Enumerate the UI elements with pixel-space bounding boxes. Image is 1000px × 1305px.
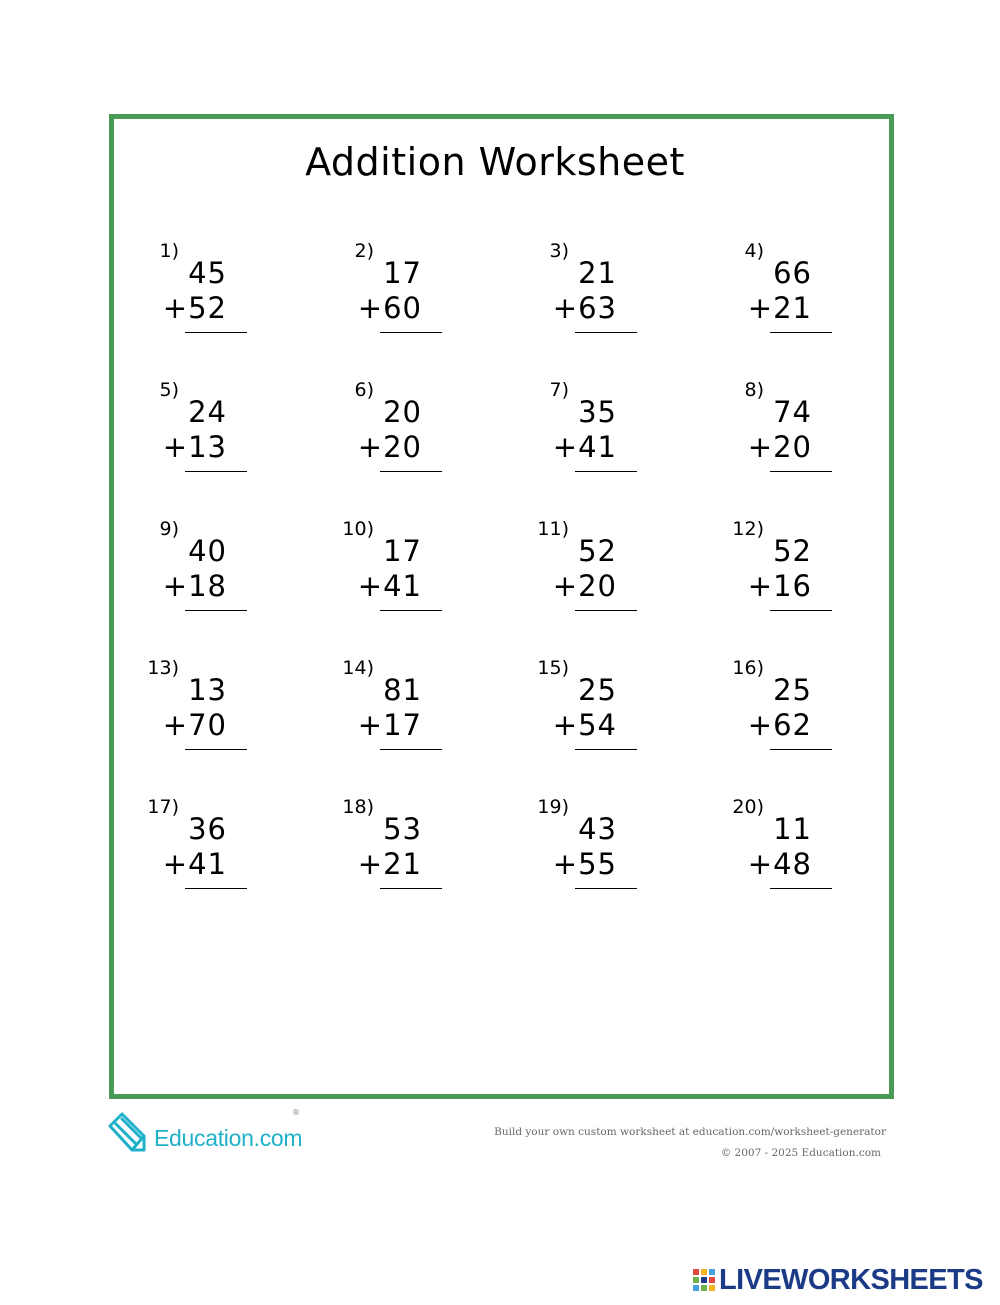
problem-3	[527, 240, 637, 350]
problem-4	[722, 240, 832, 350]
bottom-addend: +63	[552, 291, 617, 325]
bottom-addend: +54	[552, 708, 617, 742]
bottom-addend: +17	[357, 708, 422, 742]
answer-line[interactable]	[575, 610, 637, 611]
top-addend: 52	[578, 534, 617, 568]
answer-line[interactable]	[185, 332, 247, 333]
bottom-addend: +13	[162, 430, 227, 464]
answer-line[interactable]	[770, 888, 832, 889]
bottom-addend: +16	[747, 569, 812, 603]
top-addend: 35	[578, 395, 617, 429]
pencil-ribbon-icon	[106, 1108, 152, 1154]
top-addend: 45	[188, 256, 227, 290]
top-addend: 17	[383, 256, 422, 290]
top-addend: 74	[773, 395, 812, 429]
bottom-addend: +52	[162, 291, 227, 325]
answer-line[interactable]	[185, 749, 247, 750]
answer-line[interactable]	[575, 749, 637, 750]
problem-8	[722, 379, 832, 489]
answer-line[interactable]	[380, 888, 442, 889]
top-addend: 13	[188, 673, 227, 707]
top-addend: 17	[383, 534, 422, 568]
problem-number: 8)	[744, 379, 764, 401]
answer-line[interactable]	[770, 471, 832, 472]
top-addend: 20	[383, 395, 422, 429]
education-logo[interactable]	[106, 1108, 316, 1158]
answer-line[interactable]	[770, 332, 832, 333]
liveworksheets-logo-icon	[692, 1268, 716, 1292]
bottom-addend: +41	[552, 430, 617, 464]
problem-number: 5)	[159, 379, 179, 401]
bottom-addend: +48	[747, 847, 812, 881]
bottom-addend: +20	[552, 569, 617, 603]
top-addend: 11	[773, 812, 812, 846]
copyright-text: © 2007 - 2025 Education.com	[720, 1147, 881, 1159]
bottom-addend: +41	[357, 569, 422, 603]
problem-5	[137, 379, 247, 489]
top-addend: 43	[578, 812, 617, 846]
answer-line[interactable]	[770, 749, 832, 750]
top-addend: 36	[188, 812, 227, 846]
top-addend: 52	[773, 534, 812, 568]
registered-mark: ®	[292, 1108, 300, 1117]
problem-number: 3)	[549, 240, 569, 262]
answer-line[interactable]	[770, 610, 832, 611]
problem-1	[137, 240, 247, 350]
problem-11	[527, 518, 637, 628]
problem-number: 15)	[537, 657, 569, 679]
answer-line[interactable]	[575, 332, 637, 333]
liveworksheets-wordmark: LIVEWORKSHEETS	[719, 1264, 983, 1296]
problem-number: 14)	[342, 657, 374, 679]
problem-number: 18)	[342, 796, 374, 818]
problem-number: 16)	[732, 657, 764, 679]
top-addend: 40	[188, 534, 227, 568]
top-addend: 25	[773, 673, 812, 707]
problem-10	[332, 518, 442, 628]
answer-line[interactable]	[185, 471, 247, 472]
problem-number: 17)	[147, 796, 179, 818]
education-logo-text: Education.com	[154, 1125, 303, 1151]
problem-13	[137, 657, 247, 767]
problem-9	[137, 518, 247, 628]
bottom-addend: +21	[747, 291, 812, 325]
build-worksheet-text: Build your own custom worksheet at education.com/worksheet-generator	[494, 1126, 886, 1138]
top-addend: 66	[773, 256, 812, 290]
answer-line[interactable]	[380, 749, 442, 750]
bottom-addend: +21	[357, 847, 422, 881]
problem-18	[332, 796, 442, 906]
answer-line[interactable]	[380, 332, 442, 333]
liveworksheets-brand[interactable]	[692, 1264, 992, 1296]
bottom-addend: +20	[747, 430, 812, 464]
problem-number: 4)	[744, 240, 764, 262]
bottom-addend: +41	[162, 847, 227, 881]
problem-12	[722, 518, 832, 628]
problem-6	[332, 379, 442, 489]
problem-number: 19)	[537, 796, 569, 818]
problem-number: 10)	[342, 518, 374, 540]
top-addend: 53	[383, 812, 422, 846]
answer-line[interactable]	[380, 471, 442, 472]
problem-number: 7)	[549, 379, 569, 401]
bottom-addend: +18	[162, 569, 227, 603]
problem-number: 6)	[354, 379, 374, 401]
answer-line[interactable]	[185, 610, 247, 611]
problem-number: 20)	[732, 796, 764, 818]
bottom-addend: +62	[747, 708, 812, 742]
top-addend: 25	[578, 673, 617, 707]
bottom-addend: +55	[552, 847, 617, 881]
top-addend: 24	[188, 395, 227, 429]
problem-15	[527, 657, 637, 767]
answer-line[interactable]	[575, 471, 637, 472]
problem-14	[332, 657, 442, 767]
bottom-addend: +70	[162, 708, 227, 742]
problem-20	[722, 796, 832, 906]
top-addend: 81	[383, 673, 422, 707]
problem-7	[527, 379, 637, 489]
problem-2	[332, 240, 442, 350]
worksheet-title: Addition Worksheet	[305, 140, 685, 184]
bottom-addend: +60	[357, 291, 422, 325]
problem-number: 11)	[537, 518, 569, 540]
problem-number: 1)	[159, 240, 179, 262]
answer-line[interactable]	[185, 888, 247, 889]
problem-number: 12)	[732, 518, 764, 540]
problem-17	[137, 796, 247, 906]
problem-19	[527, 796, 637, 906]
answer-line[interactable]	[575, 888, 637, 889]
problem-number: 9)	[159, 518, 179, 540]
top-addend: 21	[578, 256, 617, 290]
problem-16	[722, 657, 832, 767]
problem-number: 13)	[147, 657, 179, 679]
answer-line[interactable]	[380, 610, 442, 611]
problem-number: 2)	[354, 240, 374, 262]
bottom-addend: +20	[357, 430, 422, 464]
